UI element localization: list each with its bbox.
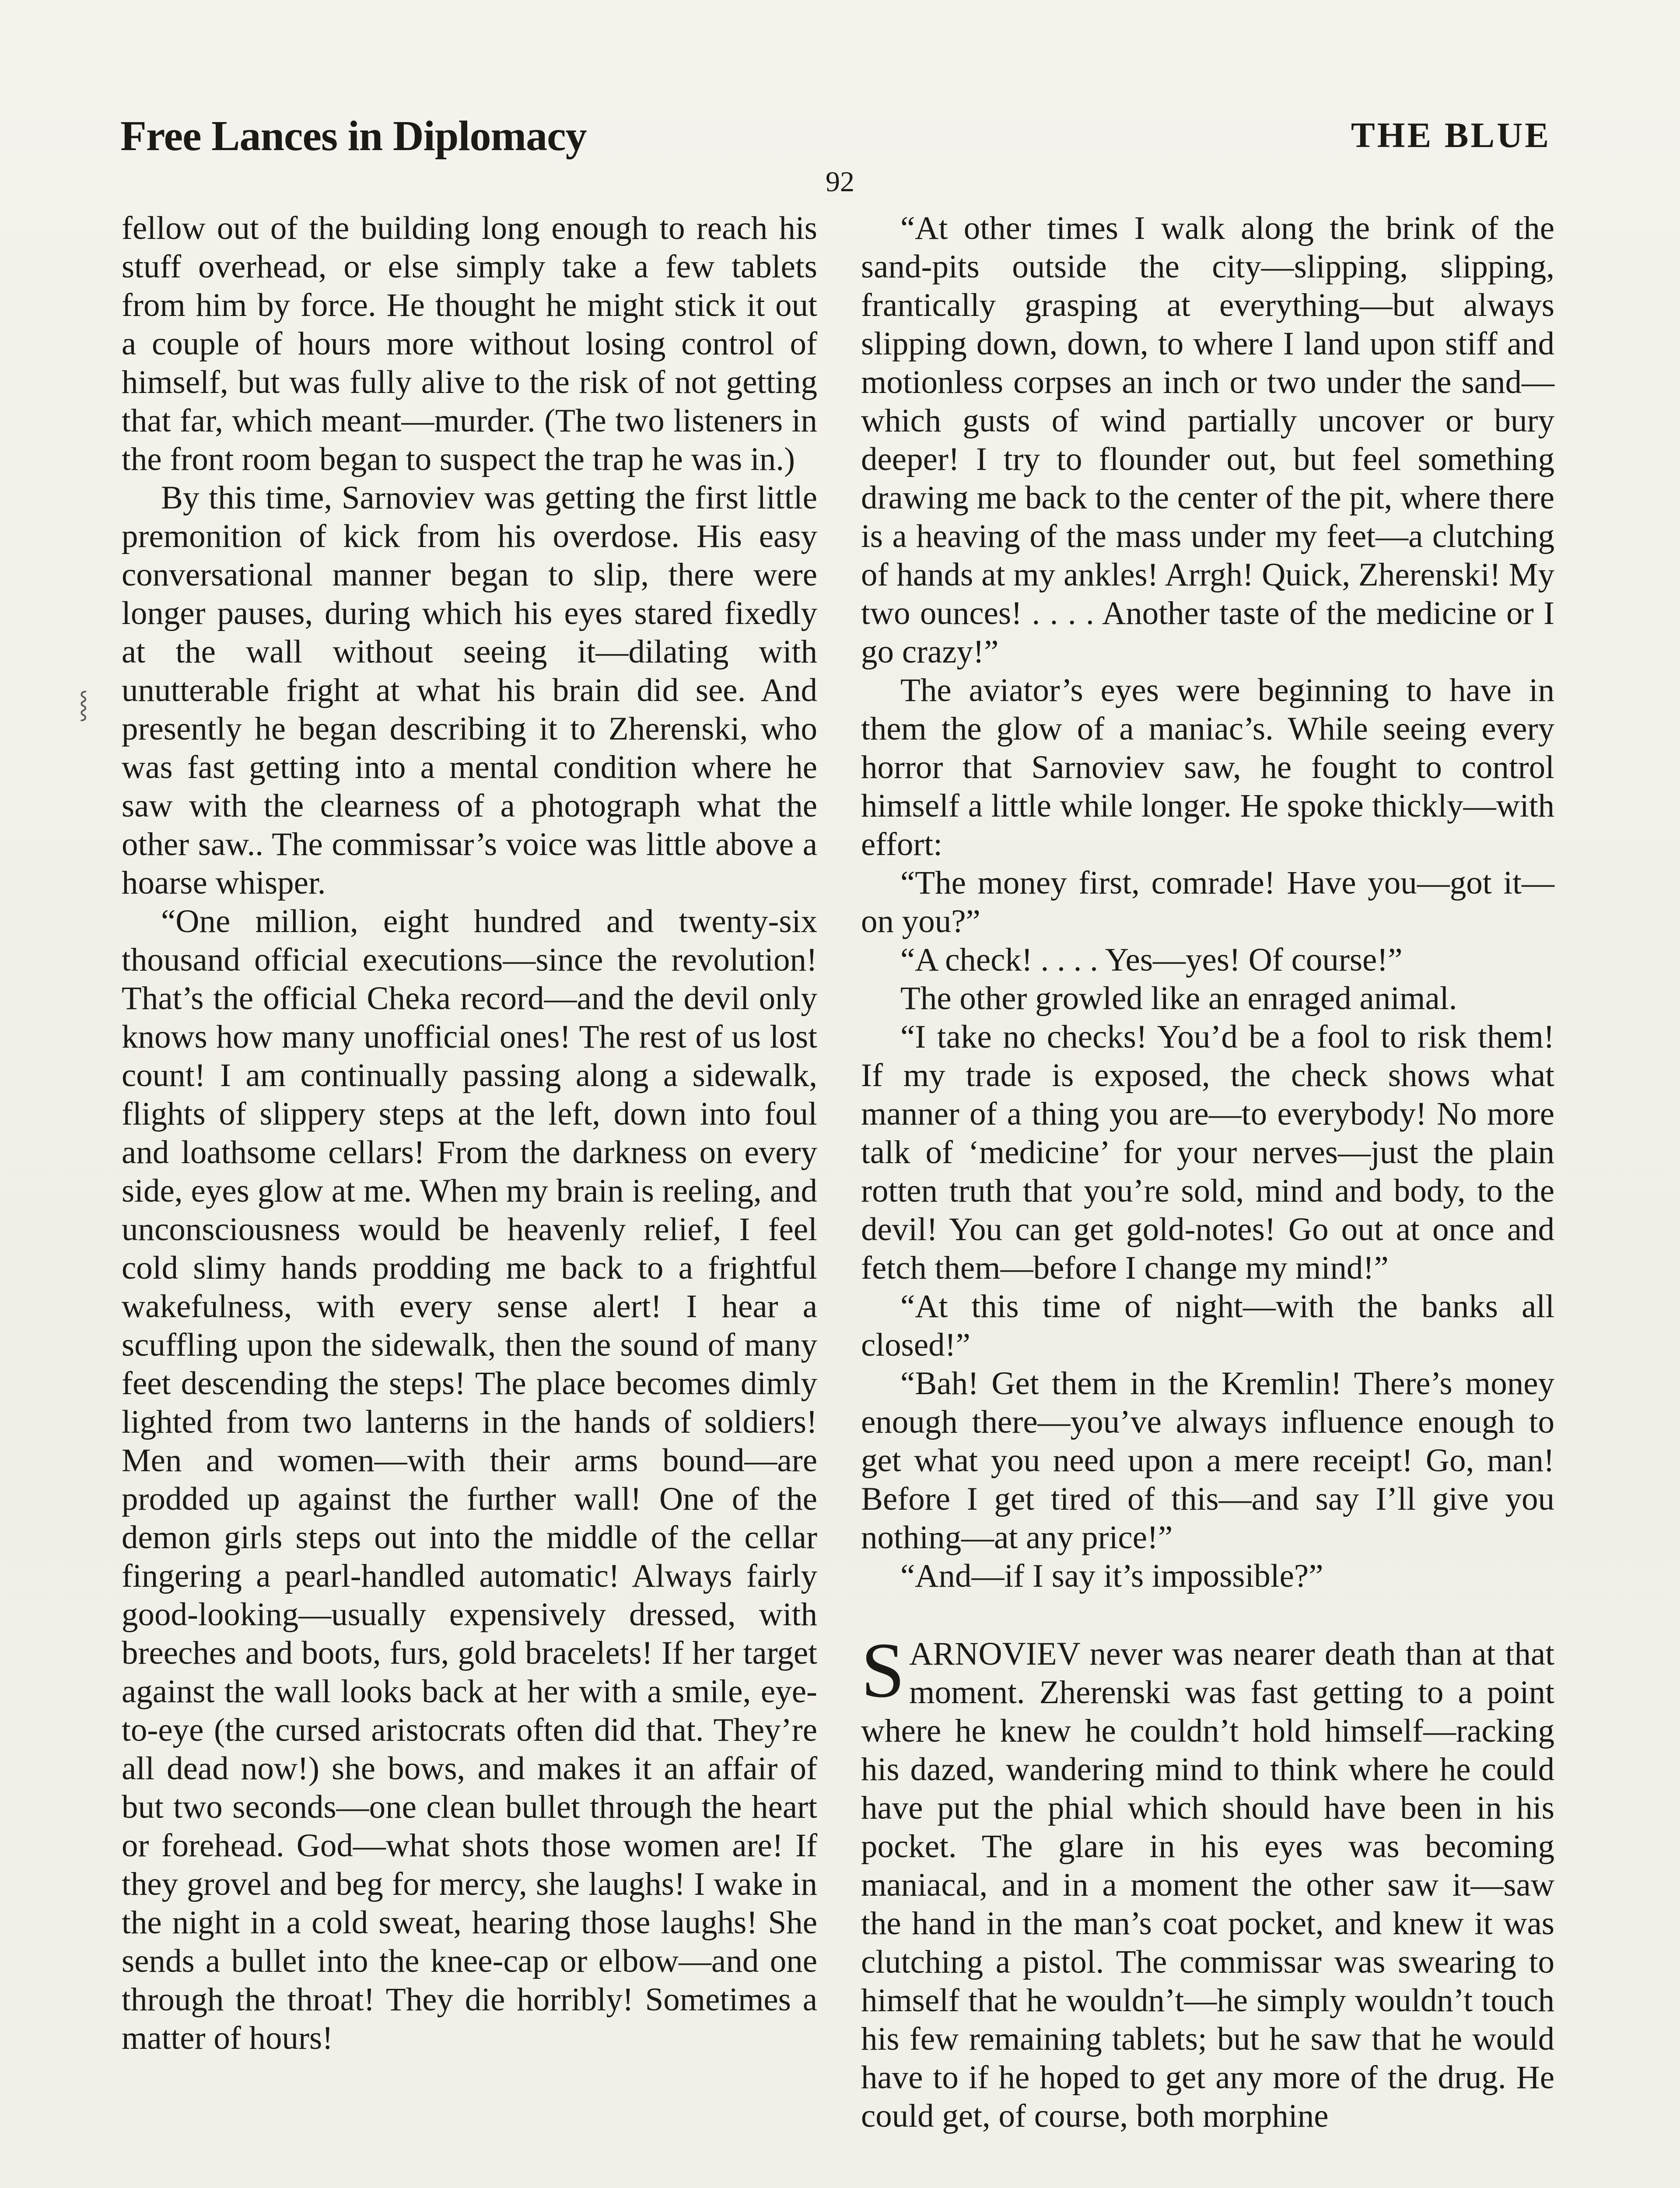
right-text-column	[861, 209, 1554, 2135]
paragraph: The aviator’s eyes were beginning to have in them the glow of a maniac’s. While seeing every horror that Sarnoviev saw, he fought to control himself a little while longer. He spoke thickly—with effort:	[861, 672, 1554, 863]
running-head-magazine-title: THE BLUE	[1351, 115, 1551, 155]
page-number: 92	[826, 166, 854, 198]
paragraph: “At other times I walk along the brink of the sand-pits outside the city—slipping, slipping, frantically grasping at everything—but always slipping down, down, to where I land upon stiff and motionless corpses an inch or two under the sand—which gusts of wind partially uncover or bury deeper! I try to flounder out, but feel something drawing me back to the center of the pit, where there is a heaving of the mass under my feet—a clutching of hands at my ankles! Arrgh! Quick, Zherenski! My two ounces! . . . . Another taste of the medicine or I go crazy!”	[861, 210, 1554, 670]
paragraph: “And—if I say it’s impossible?”	[900, 1558, 1323, 1594]
paragraph: fellow out of the building long enough to reach his stuff overhead, or else simply take a few tablets from him by force. He thought he might stick it out a couple of hours more without losing control of himself, but was fully alive to the risk of not getting that far, which meant—murder. (The two listeners in the front room began to suspect the trap he was in.)	[122, 210, 817, 477]
section-opening-text: ARNOVIEV never was nearer death than at that moment. Zherenski was fast getting to a point where he knew he couldn’t hold himself—racking his dazed, wandering mind to think where he could have put the phial which should have been in his pocket. The glare in his eyes was becoming maniacal, and in a moment the other saw it—saw the hand in the man’s coat pocket, and knew it was clutching a pistol. The commissar was swearing to himself that he wouldn’t—he simply wouldn’t touch his few remaining tablets; but he saw that he would have to if he hoped to get any more of the drug. He could get, of course, both morphine	[861, 1636, 1554, 2134]
paragraph: “One million, eight hundred and twenty-six thousand official executions—since the revolution! That’s the official Cheka record—and the devil only knows how many unofficial ones! The rest of us lost count! I am continually passing along a sidewalk, flights of slippery steps at the left, down into foul and loathsome cellars! From the darkness on every side, eyes glow at me. When my brain is reeling, and unconsciousness would be heavenly relief, I feel cold slimy hands prodding me back to a frightful wakefulness, with every sense alert! I hear a scuffling upon the sidewalk, then the sound of many feet descending the steps! The place becomes dimly lighted from two lanterns in the hands of soldiers! Men and women—with their arms bound—are prodded up against the further wall! One of the demon girls steps out into the middle of the cellar fingering a pearl-handled automatic! Always fairly good-looking—usually expensively dressed, with breeches and boots, furs, gold bracelets! If her target against the wall looks back at her with a smile, eye-to-eye (the cursed aristocrats often did that. They’re all dead now!) she bows, and makes it an affair of but two seconds—one clean bullet through the heart or forehead. God—what shots those women are! If they grovel and beg for mercy, she laughs! I wake in the night in a cold sweat, hearing those laughs! She sends a bullet into the knee-cap or elbow—and one through the throat! They die horribly! Sometimes a matter of hours!	[122, 903, 817, 2056]
section-opening-paragraph	[861, 1627, 1554, 2135]
paragraph: By this time, Sarnoviev was getting the first little premonition of kick from his overdose. His easy conversational manner began to slip, there were longer pauses, during which his eyes stared fixedly at the wall without seeing it—dilating with unutterable fright at what his brain did see. And presently he began describing it to Zherenski, who was fast getting into a mental condition where he saw with the clearness of a photograph what the other saw.. The commissar’s voice was little above a hoarse whisper.	[122, 480, 817, 901]
drop-cap: S	[861, 1627, 905, 1714]
paragraph: “The money first, comrade! Have you—got it—on you?”	[861, 865, 1554, 940]
paragraph: “A check! . . . . Yes—yes! Of course!”	[900, 942, 1403, 978]
running-head-story-title: Free Lances in Diplomacy	[120, 112, 587, 160]
paragraph: The other growled like an enraged animal.	[900, 980, 1457, 1017]
paragraph: “At this time of night—with the banks all closed!”	[861, 1288, 1554, 1363]
paragraph: “Bah! Get them in the Kremlin! There’s money enough there—you’ve always influence enough to get what you need upon a mere receipt! Go, man! Before I get tired of this—and say I’ll give you nothing—at any price!”	[861, 1365, 1554, 1556]
margin-mark: ⸾	[79, 690, 88, 719]
section-break-space	[861, 1595, 1554, 1635]
paragraph: “I take no checks! You’d be a fool to risk them! If my trade is exposed, the check shows what manner of a thing you are—to everybody! No more talk of ‘medicine’ for your nerves—just the plain rotten truth that you’re sold, mind and body, to the devil! You can get gold-notes! Go out at once and fetch them—before I change my mind!”	[861, 1019, 1554, 1286]
left-text-column	[122, 209, 817, 2058]
